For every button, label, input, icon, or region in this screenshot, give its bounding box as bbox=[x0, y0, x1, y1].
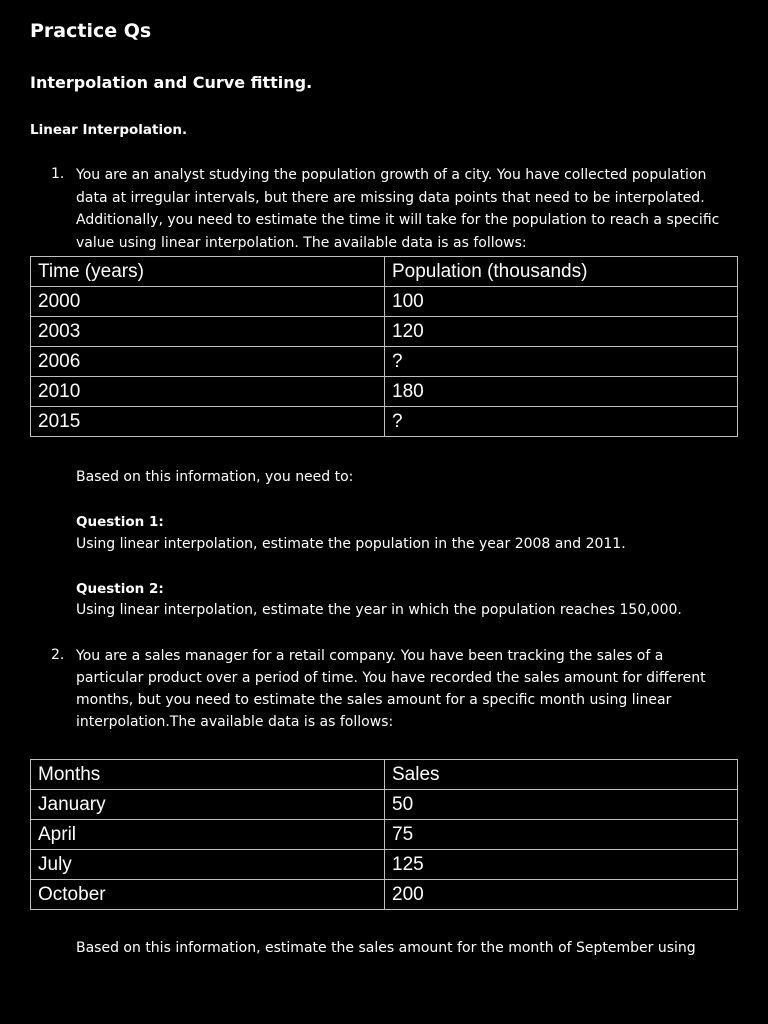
subsection-title: Linear Interpolation. bbox=[30, 122, 188, 138]
table-cell: 2000 bbox=[31, 287, 385, 317]
problem-1-intro-line: value using linear interpolation. The available data is as follows: bbox=[76, 234, 527, 251]
population-table bbox=[30, 256, 738, 437]
table-cell: October bbox=[31, 880, 385, 910]
table-row bbox=[31, 347, 738, 377]
table-cell: ? bbox=[385, 347, 738, 377]
table-header-cell: Population (thousands) bbox=[385, 257, 738, 287]
table-header-cell: Time (years) bbox=[31, 257, 385, 287]
document-title: Practice Qs bbox=[30, 20, 152, 42]
problem-2-intro-line: interpolation.The available data is as follows: bbox=[76, 714, 394, 730]
question-2-text: Using linear interpolation, estimate the year in which the population reaches 150,000. bbox=[76, 602, 682, 618]
table-cell: 200 bbox=[385, 880, 738, 910]
problem-1-number: 1. bbox=[51, 166, 65, 182]
sales-table bbox=[30, 759, 738, 910]
problem-2-intro-line: You are a sales manager for a retail company. You have been tracking the sales of a bbox=[76, 648, 664, 664]
table-row bbox=[31, 790, 738, 820]
table-cell: 75 bbox=[385, 820, 738, 850]
table-header-row bbox=[31, 257, 738, 287]
table-cell: 2006 bbox=[31, 347, 385, 377]
table-row bbox=[31, 407, 738, 437]
question-1-text: Using linear interpolation, estimate the population in the year 2008 and 2011. bbox=[76, 536, 626, 552]
table-row bbox=[31, 880, 738, 910]
problem-2-intro-line: particular product over a period of time. You have recorded the sales amount for different bbox=[76, 670, 706, 686]
table-cell: 50 bbox=[385, 790, 738, 820]
table-cell: 2015 bbox=[31, 407, 385, 437]
table-cell: 2003 bbox=[31, 317, 385, 347]
question-1-label: Question 1: bbox=[76, 514, 164, 530]
problem-1-intro-line: You are an analyst studying the population growth of a city. You have collected population bbox=[76, 167, 707, 183]
table-header-row bbox=[31, 760, 738, 790]
problem-1-intro bbox=[76, 164, 740, 254]
table-cell: 2010 bbox=[31, 377, 385, 407]
table-row bbox=[31, 377, 738, 407]
table-row bbox=[31, 317, 738, 347]
table-cell: 120 bbox=[385, 317, 738, 347]
table-header-cell: Months bbox=[31, 760, 385, 790]
problem-1-lead-in: Based on this information, you need to: bbox=[76, 469, 354, 485]
table-cell: 125 bbox=[385, 850, 738, 880]
table-cell: January bbox=[31, 790, 385, 820]
problem-2-closing: Based on this information, estimate the sales amount for the month of September using bbox=[76, 940, 696, 956]
table-cell: April bbox=[31, 820, 385, 850]
table-header-cell: Sales bbox=[385, 760, 738, 790]
table-cell: July bbox=[31, 850, 385, 880]
table-row bbox=[31, 850, 738, 880]
problem-1-intro-line: Additionally, you need to estimate the time it will take for the population to reach a specific bbox=[76, 212, 720, 228]
table-row bbox=[31, 820, 738, 850]
table-cell: 180 bbox=[385, 377, 738, 407]
problem-1-intro-line: data at irregular intervals, but there are missing data points that need to be interpolated. bbox=[76, 189, 705, 206]
problem-2-number: 2. bbox=[51, 647, 65, 663]
question-2-label: Question 2: bbox=[76, 581, 164, 597]
problem-2-intro bbox=[76, 645, 740, 733]
table-row bbox=[31, 287, 738, 317]
table-cell: 100 bbox=[385, 287, 738, 317]
section-title: Interpolation and Curve fitting. bbox=[30, 73, 313, 92]
problem-2-intro-line: months, but you need to estimate the sales amount for a specific month using linear bbox=[76, 692, 672, 708]
table-cell: ? bbox=[385, 407, 738, 437]
